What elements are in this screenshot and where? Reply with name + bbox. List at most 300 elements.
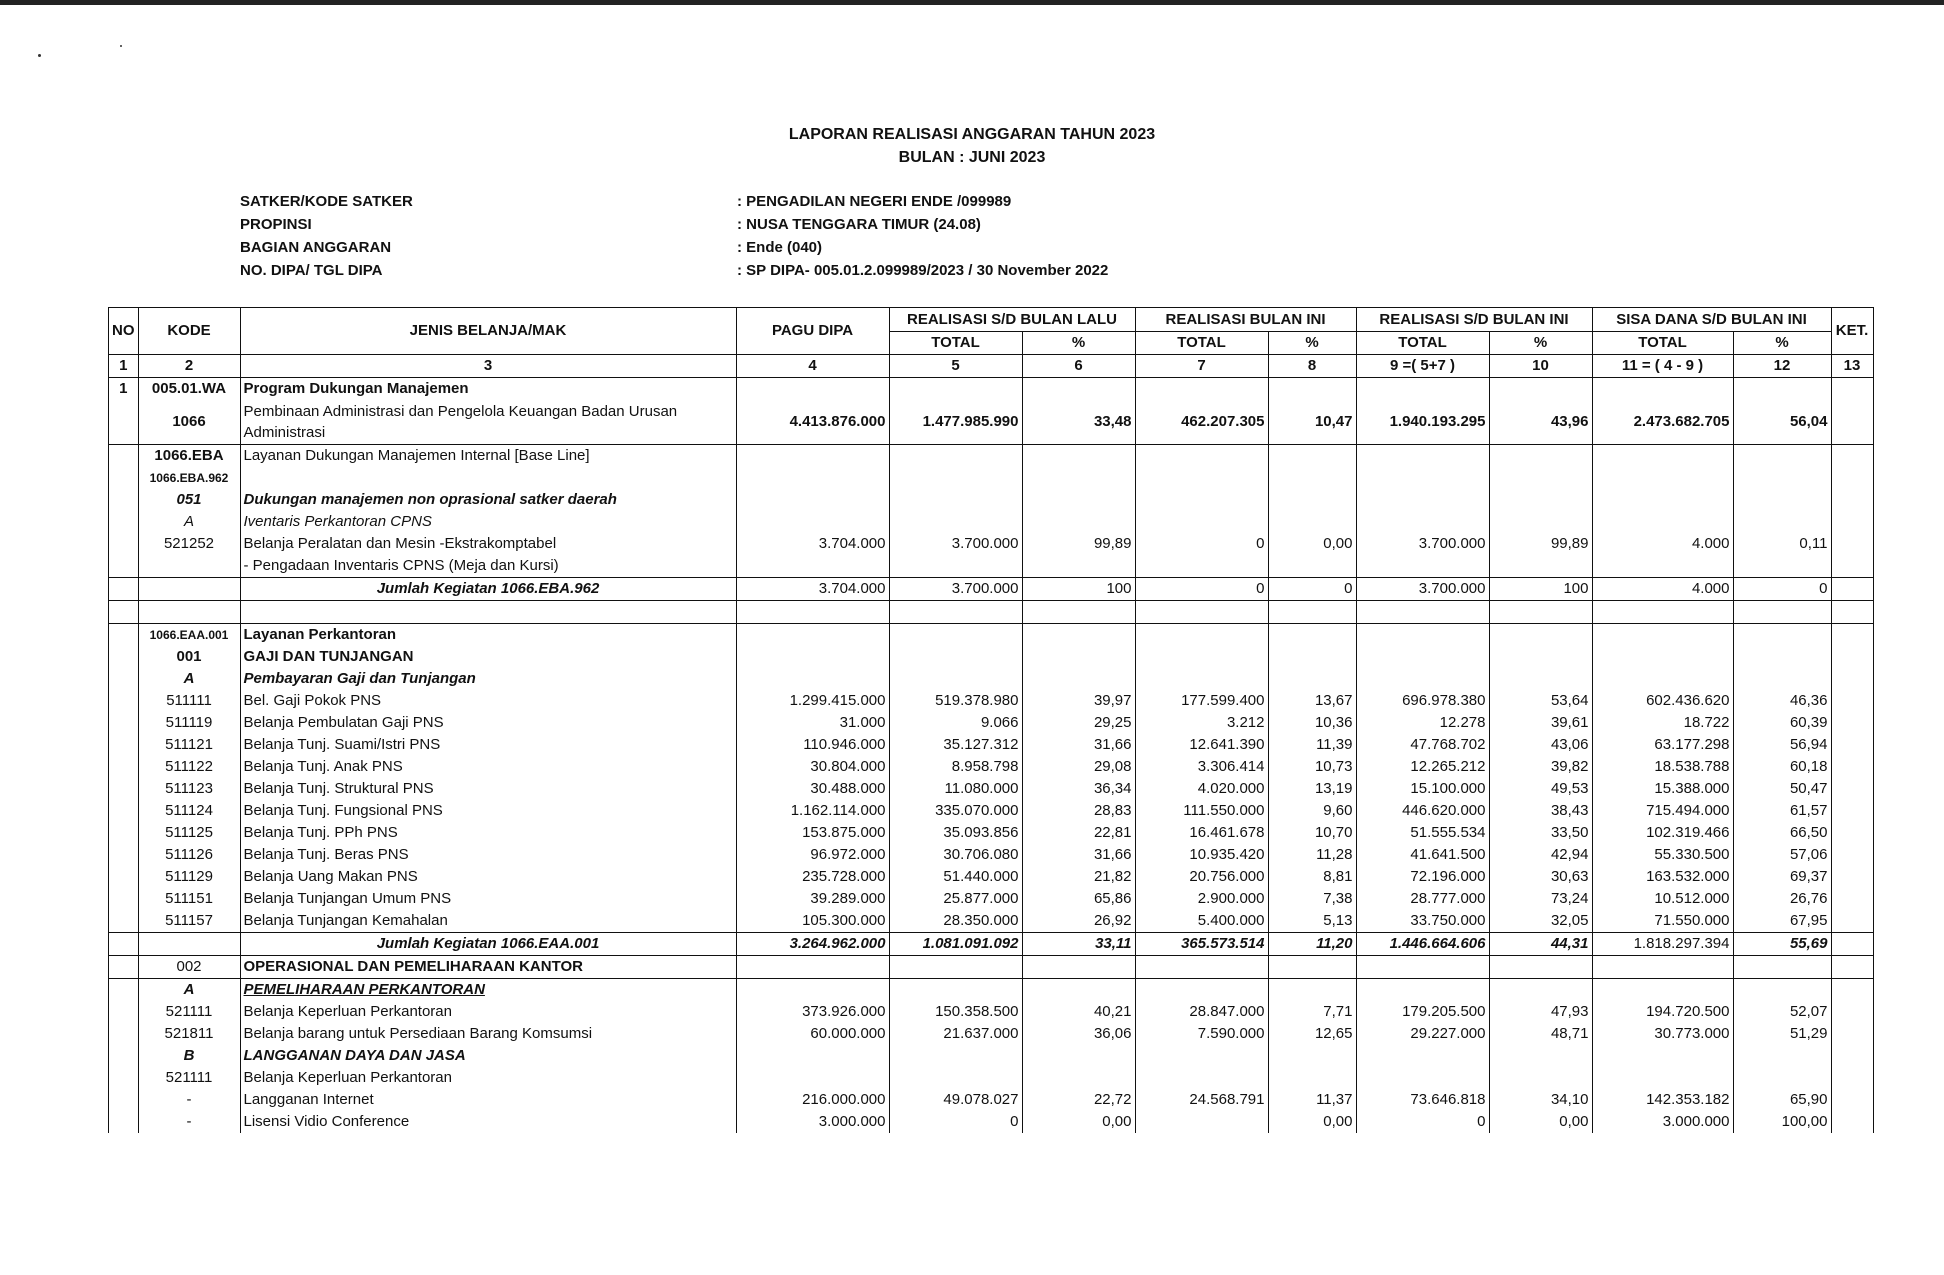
row-pagu-dipa: 4.413.876.000: [736, 400, 889, 444]
row-realisasi-lalu-total: 3.700.000: [889, 533, 1022, 555]
row-realisasi-lalu-percent: 26,92: [1022, 910, 1135, 933]
row-sisa-dana-percent: [1733, 600, 1831, 623]
row-realisasi-sd-ini-total: 1.446.664.606: [1356, 932, 1489, 955]
row-realisasi-ini-total: [1135, 489, 1268, 511]
row-pagu-dipa: 96.972.000: [736, 844, 889, 866]
row-realisasi-sd-ini-percent: 39,61: [1489, 712, 1592, 734]
table-row: [109, 978, 1874, 1001]
row-realisasi-lalu-total: [889, 489, 1022, 511]
row-realisasi-sd-ini-percent: [1489, 489, 1592, 511]
row-realisasi-sd-ini-total: [1356, 623, 1489, 646]
row-realisasi-lalu-total: [889, 668, 1022, 690]
row-realisasi-lalu-total: [889, 1045, 1022, 1067]
row-sisa-dana-percent: [1733, 1045, 1831, 1067]
row-pagu-dipa: 153.875.000: [736, 822, 889, 844]
scan-speck: [38, 54, 41, 57]
row-no: [109, 756, 139, 778]
row-pagu-dipa: 235.728.000: [736, 866, 889, 888]
row-realisasi-lalu-total: [889, 1067, 1022, 1089]
row-realisasi-lalu-total: [889, 623, 1022, 646]
row-jenis: Belanja Tunj. Fungsional PNS: [240, 800, 736, 822]
row-pagu-dipa: [736, 378, 889, 401]
row-kode: 511124: [138, 800, 240, 822]
row-kode: -: [138, 1089, 240, 1111]
row-realisasi-lalu-percent: 29,25: [1022, 712, 1135, 734]
field-label: PROPINSI: [240, 216, 312, 233]
column-index: 2: [138, 355, 240, 378]
row-no: [109, 1045, 139, 1067]
row-no: [109, 444, 139, 467]
col-subheader-total: TOTAL: [1356, 332, 1489, 355]
row-realisasi-lalu-total: [889, 955, 1022, 978]
row-realisasi-lalu-total: [889, 378, 1022, 401]
row-kode: 511119: [138, 712, 240, 734]
row-sisa-dana-percent: 46,36: [1733, 690, 1831, 712]
col-subheader-percent: %: [1022, 332, 1135, 355]
table-row: [109, 646, 1874, 668]
row-realisasi-sd-ini-percent: 49,53: [1489, 778, 1592, 800]
budget-realization-table: [108, 307, 1874, 1133]
report-subtitle: BULAN : JUNI 2023: [898, 149, 1046, 166]
row-realisasi-sd-ini-total: 29.227.000: [1356, 1023, 1489, 1045]
row-realisasi-sd-ini-total: [1356, 978, 1489, 1001]
row-realisasi-ini-total: [1135, 623, 1268, 646]
row-realisasi-sd-ini-percent: 42,94: [1489, 844, 1592, 866]
row-no: [109, 932, 139, 955]
row-sisa-dana-total: 715.494.000: [1592, 800, 1733, 822]
row-kode: [138, 555, 240, 578]
row-sisa-dana-total: 63.177.298: [1592, 734, 1733, 756]
row-kode: 001: [138, 646, 240, 668]
row-pagu-dipa: [736, 467, 889, 489]
row-ket: [1831, 1023, 1873, 1045]
row-realisasi-ini-percent: [1268, 467, 1356, 489]
row-realisasi-lalu-percent: 36,06: [1022, 1023, 1135, 1045]
row-no: [109, 778, 139, 800]
row-realisasi-ini-percent: [1268, 955, 1356, 978]
row-realisasi-lalu-percent: [1022, 1067, 1135, 1089]
table-row: [109, 623, 1874, 646]
row-realisasi-lalu-total: 1.477.985.990: [889, 400, 1022, 444]
column-index: 7: [1135, 355, 1268, 378]
table-row: [109, 756, 1874, 778]
row-sisa-dana-total: [1592, 489, 1733, 511]
row-realisasi-lalu-percent: [1022, 668, 1135, 690]
row-ket: [1831, 400, 1873, 444]
row-realisasi-sd-ini-percent: [1489, 623, 1592, 646]
row-ket: [1831, 646, 1873, 668]
column-index: 13: [1831, 355, 1873, 378]
row-sisa-dana-percent: 65,90: [1733, 1089, 1831, 1111]
row-realisasi-ini-total: [1135, 978, 1268, 1001]
row-realisasi-sd-ini-total: 696.978.380: [1356, 690, 1489, 712]
col-header-pagu: PAGU DIPA: [736, 308, 889, 355]
row-sisa-dana-percent: 67,95: [1733, 910, 1831, 933]
row-no: 1: [109, 378, 139, 401]
row-realisasi-ini-percent: 0: [1268, 577, 1356, 600]
row-ket: [1831, 600, 1873, 623]
row-realisasi-ini-percent: 10,70: [1268, 822, 1356, 844]
row-jenis: Jumlah Kegiatan 1066.EAA.001: [240, 932, 736, 955]
field-value: : PENGADILAN NEGERI ENDE /099989: [737, 193, 1012, 210]
row-sisa-dana-percent: [1733, 467, 1831, 489]
row-kode: 1066.EBA: [138, 444, 240, 467]
scan-top-edge: [0, 0, 1944, 5]
row-sisa-dana-total: 18.538.788: [1592, 756, 1733, 778]
row-realisasi-ini-total: 3.306.414: [1135, 756, 1268, 778]
row-no: [109, 712, 139, 734]
row-realisasi-lalu-percent: [1022, 489, 1135, 511]
row-realisasi-lalu-total: [889, 555, 1022, 578]
row-realisasi-sd-ini-total: [1356, 668, 1489, 690]
row-jenis: Belanja Tunjangan Kemahalan: [240, 910, 736, 933]
row-realisasi-ini-percent: [1268, 600, 1356, 623]
row-jenis: [240, 600, 736, 623]
row-pagu-dipa: [736, 646, 889, 668]
row-kode: B: [138, 1045, 240, 1067]
row-realisasi-lalu-total: 519.378.980: [889, 690, 1022, 712]
column-index: 9 =( 5+7 ): [1356, 355, 1489, 378]
row-realisasi-ini-total: 28.847.000: [1135, 1001, 1268, 1023]
row-no: [109, 910, 139, 933]
row-realisasi-lalu-percent: 31,66: [1022, 734, 1135, 756]
row-no: [109, 734, 139, 756]
row-no: [109, 400, 139, 444]
row-realisasi-sd-ini-total: 3.700.000: [1356, 533, 1489, 555]
row-sisa-dana-percent: 0,11: [1733, 533, 1831, 555]
row-realisasi-lalu-total: 8.958.798: [889, 756, 1022, 778]
row-realisasi-lalu-percent: [1022, 378, 1135, 401]
header-field-dipa: [240, 259, 1240, 282]
row-realisasi-ini-percent: [1268, 378, 1356, 401]
table-row: [109, 444, 1874, 467]
row-realisasi-ini-percent: 11,37: [1268, 1089, 1356, 1111]
column-index: 6: [1022, 355, 1135, 378]
row-no: [109, 955, 139, 978]
row-realisasi-sd-ini-percent: [1489, 1045, 1592, 1067]
row-realisasi-lalu-percent: 0,00: [1022, 1111, 1135, 1133]
row-pagu-dipa: [736, 511, 889, 533]
row-ket: [1831, 756, 1873, 778]
table-row: [109, 778, 1874, 800]
row-sisa-dana-percent: 100,00: [1733, 1111, 1831, 1133]
row-realisasi-sd-ini-total: [1356, 378, 1489, 401]
row-realisasi-ini-total: 3.212: [1135, 712, 1268, 734]
row-realisasi-lalu-percent: 22,81: [1022, 822, 1135, 844]
table-row: [109, 400, 1874, 444]
row-sisa-dana-percent: [1733, 511, 1831, 533]
row-ket: [1831, 1067, 1873, 1089]
table-row: [109, 1067, 1874, 1089]
table-row: [109, 1089, 1874, 1111]
row-realisasi-sd-ini-percent: 48,71: [1489, 1023, 1592, 1045]
row-realisasi-ini-percent: [1268, 646, 1356, 668]
row-jenis: Belanja Uang Makan PNS: [240, 866, 736, 888]
row-ket: [1831, 533, 1873, 555]
row-sisa-dana-total: 1.818.297.394: [1592, 932, 1733, 955]
row-realisasi-ini-percent: 10,36: [1268, 712, 1356, 734]
row-sisa-dana-total: [1592, 978, 1733, 1001]
row-realisasi-ini-percent: 0,00: [1268, 1111, 1356, 1133]
row-realisasi-ini-total: [1135, 555, 1268, 578]
row-no: [109, 888, 139, 910]
row-realisasi-ini-total: 20.756.000: [1135, 866, 1268, 888]
row-kode: [138, 932, 240, 955]
row-pagu-dipa: 31.000: [736, 712, 889, 734]
row-realisasi-sd-ini-total: 41.641.500: [1356, 844, 1489, 866]
row-sisa-dana-percent: [1733, 668, 1831, 690]
row-sisa-dana-total: [1592, 444, 1733, 467]
row-realisasi-lalu-percent: 29,08: [1022, 756, 1135, 778]
row-realisasi-lalu-percent: [1022, 600, 1135, 623]
row-jenis: - Pengadaan Inventaris CPNS (Meja dan Kursi): [240, 555, 736, 578]
row-sisa-dana-total: 3.000.000: [1592, 1111, 1733, 1133]
row-jenis: Layanan Perkantoran: [240, 623, 736, 646]
row-realisasi-ini-percent: 7,38: [1268, 888, 1356, 910]
row-jenis: Belanja Tunjangan Umum PNS: [240, 888, 736, 910]
table-row: [109, 555, 1874, 578]
row-pagu-dipa: [736, 600, 889, 623]
row-realisasi-sd-ini-percent: 39,82: [1489, 756, 1592, 778]
row-sisa-dana-percent: 55,69: [1733, 932, 1831, 955]
row-pagu-dipa: 110.946.000: [736, 734, 889, 756]
row-pagu-dipa: 3.704.000: [736, 533, 889, 555]
row-sisa-dana-percent: 66,50: [1733, 822, 1831, 844]
col-subheader-total: TOTAL: [1592, 332, 1733, 355]
table-row: [109, 955, 1874, 978]
row-jenis: Pembayaran Gaji dan Tunjangan: [240, 668, 736, 690]
row-sisa-dana-percent: [1733, 1067, 1831, 1089]
row-realisasi-ini-total: [1135, 600, 1268, 623]
column-index: 11 = ( 4 - 9 ): [1592, 355, 1733, 378]
row-no: [109, 600, 139, 623]
row-realisasi-ini-total: [1135, 646, 1268, 668]
row-kode: 511125: [138, 822, 240, 844]
row-realisasi-sd-ini-total: [1356, 600, 1489, 623]
row-sisa-dana-percent: [1733, 444, 1831, 467]
row-realisasi-ini-percent: 12,65: [1268, 1023, 1356, 1045]
row-ket: [1831, 822, 1873, 844]
row-realisasi-lalu-percent: 99,89: [1022, 533, 1135, 555]
row-no: [109, 668, 139, 690]
row-no: [109, 690, 139, 712]
row-realisasi-sd-ini-percent: [1489, 600, 1592, 623]
row-sisa-dana-total: 194.720.500: [1592, 1001, 1733, 1023]
table-row: [109, 822, 1874, 844]
row-realisasi-ini-percent: [1268, 668, 1356, 690]
row-realisasi-sd-ini-percent: [1489, 955, 1592, 978]
col-header-sisa-dana: SISA DANA S/D BULAN INI: [1592, 308, 1831, 332]
row-realisasi-ini-percent: 9,60: [1268, 800, 1356, 822]
row-realisasi-lalu-percent: 31,66: [1022, 844, 1135, 866]
row-realisasi-sd-ini-total: 12.265.212: [1356, 756, 1489, 778]
column-index: 12: [1733, 355, 1831, 378]
row-realisasi-lalu-percent: [1022, 444, 1135, 467]
row-jenis: Belanja Keperluan Perkantoran: [240, 1067, 736, 1089]
row-realisasi-lalu-percent: 39,97: [1022, 690, 1135, 712]
row-realisasi-ini-total: 16.461.678: [1135, 822, 1268, 844]
table-row: [109, 378, 1874, 401]
table-row: [109, 577, 1874, 600]
row-realisasi-sd-ini-percent: [1489, 668, 1592, 690]
row-sisa-dana-percent: 56,94: [1733, 734, 1831, 756]
row-jenis: Belanja Keperluan Perkantoran: [240, 1001, 736, 1023]
col-subheader-percent: %: [1268, 332, 1356, 355]
row-realisasi-sd-ini-total: [1356, 511, 1489, 533]
table-row: [109, 800, 1874, 822]
row-realisasi-ini-total: 111.550.000: [1135, 800, 1268, 822]
row-ket: [1831, 1001, 1873, 1023]
field-value: : Ende (040): [737, 239, 823, 256]
row-realisasi-ini-percent: 11,28: [1268, 844, 1356, 866]
row-pagu-dipa: [736, 1045, 889, 1067]
table-row: [109, 1023, 1874, 1045]
row-sisa-dana-percent: [1733, 378, 1831, 401]
row-kode: 1066.EBA.962: [138, 467, 240, 489]
row-ket: [1831, 467, 1873, 489]
row-pagu-dipa: [736, 668, 889, 690]
row-realisasi-sd-ini-total: 179.205.500: [1356, 1001, 1489, 1023]
row-realisasi-sd-ini-percent: 0,00: [1489, 1111, 1592, 1133]
row-ket: [1831, 932, 1873, 955]
row-sisa-dana-total: 10.512.000: [1592, 888, 1733, 910]
row-realisasi-lalu-percent: [1022, 623, 1135, 646]
row-jenis: Belanja barang untuk Persediaan Barang Komsumsi: [240, 1023, 736, 1045]
row-realisasi-lalu-total: 335.070.000: [889, 800, 1022, 822]
row-realisasi-lalu-percent: 100: [1022, 577, 1135, 600]
table-row: [109, 734, 1874, 756]
row-no: [109, 511, 139, 533]
row-pagu-dipa: 30.804.000: [736, 756, 889, 778]
row-realisasi-sd-ini-percent: 30,63: [1489, 866, 1592, 888]
row-realisasi-sd-ini-total: 12.278: [1356, 712, 1489, 734]
col-subheader-percent: %: [1733, 332, 1831, 355]
row-realisasi-ini-percent: 8,81: [1268, 866, 1356, 888]
row-no: [109, 555, 139, 578]
row-realisasi-lalu-percent: 21,82: [1022, 866, 1135, 888]
row-sisa-dana-percent: 52,07: [1733, 1001, 1831, 1023]
row-jenis: Langganan Internet: [240, 1089, 736, 1111]
row-realisasi-lalu-percent: 33,48: [1022, 400, 1135, 444]
row-sisa-dana-percent: 60,18: [1733, 756, 1831, 778]
row-sisa-dana-percent: [1733, 646, 1831, 668]
table-row: [109, 932, 1874, 955]
table-row: [109, 910, 1874, 933]
row-sisa-dana-total: 2.473.682.705: [1592, 400, 1733, 444]
row-realisasi-lalu-total: 51.440.000: [889, 866, 1022, 888]
row-pagu-dipa: 105.300.000: [736, 910, 889, 933]
row-realisasi-sd-ini-percent: 43,06: [1489, 734, 1592, 756]
table-row: [109, 511, 1874, 533]
row-realisasi-sd-ini-total: 51.555.534: [1356, 822, 1489, 844]
field-value: : NUSA TENGGARA TIMUR (24.08): [737, 216, 981, 233]
row-sisa-dana-total: [1592, 555, 1733, 578]
row-jenis: Belanja Tunj. Struktural PNS: [240, 778, 736, 800]
row-sisa-dana-total: 602.436.620: [1592, 690, 1733, 712]
row-realisasi-ini-percent: 10,47: [1268, 400, 1356, 444]
row-realisasi-sd-ini-total: [1356, 467, 1489, 489]
row-no: [109, 978, 139, 1001]
row-realisasi-sd-ini-percent: 44,31: [1489, 932, 1592, 955]
row-realisasi-ini-total: [1135, 1067, 1268, 1089]
row-realisasi-ini-total: [1135, 668, 1268, 690]
row-realisasi-sd-ini-percent: 100: [1489, 577, 1592, 600]
row-sisa-dana-total: [1592, 600, 1733, 623]
row-realisasi-ini-total: [1135, 955, 1268, 978]
col-header-realisasi-lalu: REALISASI S/D BULAN LALU: [889, 308, 1135, 332]
row-sisa-dana-total: 71.550.000: [1592, 910, 1733, 933]
table-row: [109, 1045, 1874, 1067]
row-kode: 521111: [138, 1067, 240, 1089]
row-jenis: PEMELIHARAAN PERKANTORAN: [240, 978, 736, 1001]
column-index: 8: [1268, 355, 1356, 378]
row-ket: [1831, 888, 1873, 910]
row-no: [109, 577, 139, 600]
header-field-bagian: [240, 236, 1240, 259]
row-ket: [1831, 955, 1873, 978]
row-pagu-dipa: 3.704.000: [736, 577, 889, 600]
col-header-no: NO: [109, 308, 139, 355]
row-realisasi-lalu-total: [889, 444, 1022, 467]
row-realisasi-sd-ini-percent: 33,50: [1489, 822, 1592, 844]
row-realisasi-ini-total: 365.573.514: [1135, 932, 1268, 955]
row-sisa-dana-percent: 26,76: [1733, 888, 1831, 910]
row-realisasi-lalu-total: 49.078.027: [889, 1089, 1022, 1111]
row-pagu-dipa: [736, 489, 889, 511]
row-realisasi-lalu-percent: 65,86: [1022, 888, 1135, 910]
row-sisa-dana-total: 4.000: [1592, 533, 1733, 555]
col-header-realisasi-sd-ini: REALISASI S/D BULAN INI: [1356, 308, 1592, 332]
row-realisasi-lalu-total: 3.700.000: [889, 577, 1022, 600]
row-sisa-dana-total: [1592, 1067, 1733, 1089]
row-ket: [1831, 800, 1873, 822]
field-value: : SP DIPA- 005.01.2.099989/2023 / 30 November 2022: [737, 262, 1109, 279]
row-realisasi-ini-percent: [1268, 555, 1356, 578]
row-realisasi-ini-percent: [1268, 1067, 1356, 1089]
row-realisasi-sd-ini-total: 72.196.000: [1356, 866, 1489, 888]
row-realisasi-ini-total: 2.900.000: [1135, 888, 1268, 910]
row-realisasi-sd-ini-total: 73.646.818: [1356, 1089, 1489, 1111]
row-realisasi-lalu-total: 35.127.312: [889, 734, 1022, 756]
row-kode: [138, 600, 240, 623]
row-realisasi-sd-ini-percent: [1489, 646, 1592, 668]
row-ket: [1831, 511, 1873, 533]
row-ket: [1831, 734, 1873, 756]
row-jenis: Iventaris Perkantoran CPNS: [240, 511, 736, 533]
row-realisasi-lalu-total: 1.081.091.092: [889, 932, 1022, 955]
row-kode: 521811: [138, 1023, 240, 1045]
row-realisasi-sd-ini-percent: 32,05: [1489, 910, 1592, 933]
row-jenis: Program Dukungan Manajemen: [240, 378, 736, 401]
col-header-jenis: JENIS BELANJA/MAK: [240, 308, 736, 355]
table-row: [109, 888, 1874, 910]
column-index: 4: [736, 355, 889, 378]
row-realisasi-lalu-percent: 22,72: [1022, 1089, 1135, 1111]
row-realisasi-ini-total: 5.400.000: [1135, 910, 1268, 933]
row-jenis: GAJI DAN TUNJANGAN: [240, 646, 736, 668]
row-kode: A: [138, 978, 240, 1001]
row-jenis: Belanja Pembulatan Gaji PNS: [240, 712, 736, 734]
field-label: SATKER/KODE SATKER: [240, 193, 413, 210]
row-realisasi-lalu-total: [889, 646, 1022, 668]
column-index: 1: [109, 355, 139, 378]
row-no: [109, 1111, 139, 1133]
row-sisa-dana-percent: 57,06: [1733, 844, 1831, 866]
row-kode: 511122: [138, 756, 240, 778]
row-realisasi-ini-total: [1135, 467, 1268, 489]
row-jenis: Lisensi Vidio Conference: [240, 1111, 736, 1133]
col-header-ket: KET.: [1831, 308, 1873, 355]
